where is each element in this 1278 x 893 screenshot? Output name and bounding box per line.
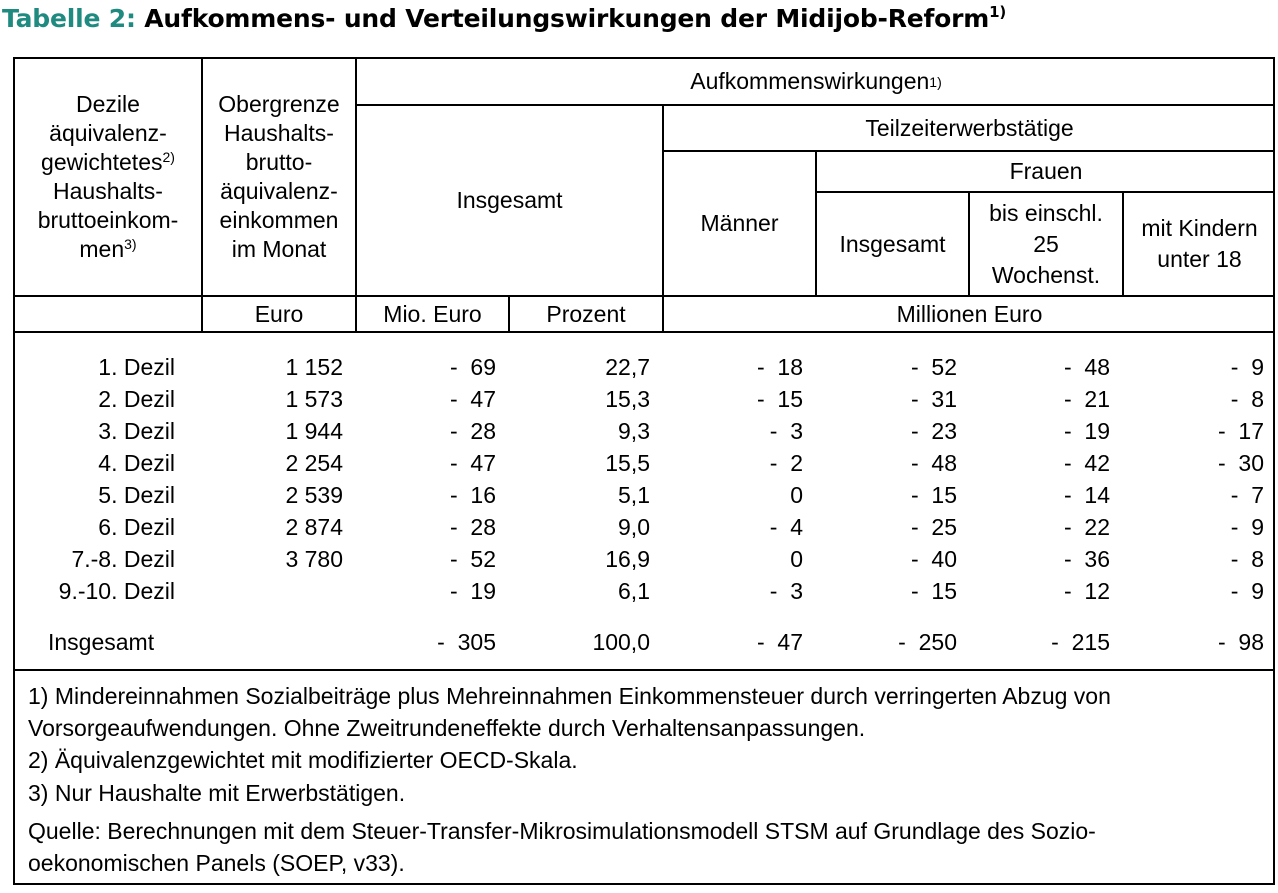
header-frauen: Frauen xyxy=(1009,158,1083,184)
cell-kinder: - 17 xyxy=(1217,418,1264,444)
header-text: Haushalts- xyxy=(224,120,334,146)
cell-prozent: 100,0 xyxy=(592,629,650,655)
cell-prozent: 6,1 xyxy=(618,578,650,604)
cell-frauen: - 15 xyxy=(910,578,957,604)
cell-bis25: - 42 xyxy=(1063,450,1110,476)
header-text: Dezile xyxy=(76,91,140,117)
unit-euro: Euro xyxy=(254,300,304,327)
header-text: äquivalenz- xyxy=(220,178,338,204)
cell-frauen: - 40 xyxy=(910,546,957,572)
header-text: 25 xyxy=(1033,230,1059,257)
cell-maenner: - 3 xyxy=(769,418,803,444)
row-label: 3. Dezil xyxy=(98,418,175,444)
header-text xyxy=(41,148,175,177)
cell-maenner: - 47 xyxy=(756,629,803,655)
title-text: Aufkommens- und Verteilungswirkungen der Midijob-Reform xyxy=(144,4,990,33)
cell-prozent: 15,5 xyxy=(605,450,650,476)
cell-maenner: - 3 xyxy=(769,578,803,604)
cell-kinder: - 9 xyxy=(1230,578,1264,604)
header-text: einkommen xyxy=(219,207,339,233)
cell-prozent: 9,3 xyxy=(618,418,650,444)
source-line-2: oekonomischen Panels (SOEP, v33). xyxy=(28,850,405,876)
cell-mio: - 16 xyxy=(449,482,496,508)
header-text: im Monat xyxy=(231,236,327,262)
cell-kinder: - 8 xyxy=(1230,546,1264,572)
cell-grenze: 1 944 xyxy=(285,418,343,444)
header-text: bruttoeinkom- xyxy=(37,207,179,233)
cell-bis25: - 14 xyxy=(1063,482,1110,508)
row-label: 9.-10. Dezil xyxy=(58,578,175,604)
footnote-1b: Vorsorgeaufwendungen. Ohne Zweitrundeneffekte durch Verhaltensanpassungen. xyxy=(28,715,866,741)
row-label: 5. Dezil xyxy=(98,482,175,508)
cell-bis25: - 19 xyxy=(1063,418,1110,444)
header-maenner: Männer xyxy=(700,210,779,236)
cell-bis25: - 21 xyxy=(1063,386,1110,412)
header-frauen-insgesamt: Insgesamt xyxy=(839,230,946,257)
row-label: 2. Dezil xyxy=(98,386,175,412)
cell-bis25: - 12 xyxy=(1063,578,1110,604)
title-footnote-mark: 1) xyxy=(989,3,1007,21)
cell-prozent: 9,0 xyxy=(618,514,650,540)
header-text: unter 18 xyxy=(1157,246,1242,272)
header-obergrenze xyxy=(203,59,355,295)
cell-grenze: 2 874 xyxy=(285,514,343,540)
cell-mio: - 28 xyxy=(449,514,496,540)
header-text: gewichtetes xyxy=(41,149,163,175)
cell-frauen: - 25 xyxy=(910,514,957,540)
header-text: Obergrenze xyxy=(218,91,340,117)
header-text: men xyxy=(79,236,125,262)
header-kinder xyxy=(1124,193,1275,295)
header-bis25 xyxy=(970,193,1122,295)
cell-prozent: 16,9 xyxy=(605,546,650,572)
row-label: Insgesamt xyxy=(48,629,155,655)
header-dezile xyxy=(15,59,201,295)
cell-maenner: 0 xyxy=(790,482,803,508)
cell-grenze: 3 780 xyxy=(285,546,343,572)
rule xyxy=(13,669,1275,671)
cell-prozent: 22,7 xyxy=(605,354,650,380)
cell-mio: - 28 xyxy=(449,418,496,444)
cell-maenner: - 4 xyxy=(769,514,803,540)
cell-grenze: 1 573 xyxy=(285,386,343,412)
cell-kinder: - 9 xyxy=(1230,514,1264,540)
footnote-mark: 2) xyxy=(162,149,175,165)
cell-prozent: 15,3 xyxy=(605,386,650,412)
cell-kinder: - 98 xyxy=(1217,629,1264,655)
cell-bis25: - 48 xyxy=(1063,354,1110,380)
header-text: Aufkommenswirkungen xyxy=(690,68,930,94)
cell-mio: - 19 xyxy=(449,578,496,604)
row-label: 6. Dezil xyxy=(98,514,175,540)
header-text: brutto- xyxy=(245,149,313,175)
row-label: 7.-8. Dezil xyxy=(71,546,175,572)
header-text: äquivalenz- xyxy=(49,120,167,146)
cell-mio: - 52 xyxy=(449,546,496,572)
cell-frauen: - 250 xyxy=(898,629,957,655)
page-title xyxy=(2,0,1006,40)
unit-prozent: Prozent xyxy=(546,300,626,327)
unit-millionen-euro: Millionen Euro xyxy=(896,300,1043,327)
cell-frauen: - 15 xyxy=(910,482,957,508)
header-text: Haushalts- xyxy=(53,178,163,204)
cell-frauen: - 31 xyxy=(910,386,957,412)
header-insgesamt: Insgesamt xyxy=(456,187,563,213)
unit-mio-euro: Mio. Euro xyxy=(383,300,482,327)
row-label: 4. Dezil xyxy=(98,450,175,476)
cell-bis25: - 215 xyxy=(1051,629,1110,655)
header-aufkommenswirkungen: Aufkommenswirkungen 1) xyxy=(357,59,1275,104)
cell-maenner: - 18 xyxy=(756,354,803,380)
header-text: bis einschl. xyxy=(989,199,1103,226)
cell-grenze: 1 152 xyxy=(285,354,343,380)
cell-bis25: - 22 xyxy=(1063,514,1110,540)
cell-frauen: - 48 xyxy=(910,450,957,476)
cell-maenner: - 15 xyxy=(756,386,803,412)
cell-kinder: - 8 xyxy=(1230,386,1264,412)
cell-mio: - 47 xyxy=(449,386,496,412)
cell-kinder: - 30 xyxy=(1217,450,1264,476)
cell-kinder: - 9 xyxy=(1230,354,1264,380)
cell-maenner: - 2 xyxy=(769,450,803,476)
cell-grenze: 2 539 xyxy=(285,482,343,508)
source-line-1: Quelle: Berechnungen mit dem Steuer-Transfer-Mikrosimulationsmodell STSM auf Grundlage des Sozio- xyxy=(28,818,1096,844)
header-text: mit Kindern xyxy=(1141,215,1258,241)
cell-kinder: - 7 xyxy=(1230,482,1264,508)
footnote-3: 3) Nur Haushalte mit Erwerbstätigen. xyxy=(28,780,406,806)
title-prefix: Tabelle 2: xyxy=(2,4,136,33)
footnote-mark: 3) xyxy=(124,236,137,252)
footnote-1a: 1) Mindereinnahmen Sozialbeiträge plus Mehreinnahmen Einkommensteuer durch verringerten Abzug von xyxy=(28,683,1111,709)
cell-mio: - 69 xyxy=(449,354,496,380)
header-teilzeit: Teilzeiterwerbstätige xyxy=(865,114,1074,141)
cell-bis25: - 36 xyxy=(1063,546,1110,572)
row-label: 1. Dezil xyxy=(98,354,175,380)
cell-frauen: - 23 xyxy=(910,418,957,444)
cell-prozent: 5,1 xyxy=(618,482,650,508)
cell-frauen: - 52 xyxy=(910,354,957,380)
cell-mio: - 305 xyxy=(437,629,496,655)
footnote-2: 2) Äquivalenzgewichtet mit modifizierter OECD-Skala. xyxy=(28,747,578,773)
cell-maenner: 0 xyxy=(790,546,803,572)
header-text xyxy=(79,235,136,264)
header-text: Wochenst. xyxy=(991,261,1101,288)
cell-grenze: 2 254 xyxy=(285,450,343,476)
cell-mio: - 47 xyxy=(449,450,496,476)
